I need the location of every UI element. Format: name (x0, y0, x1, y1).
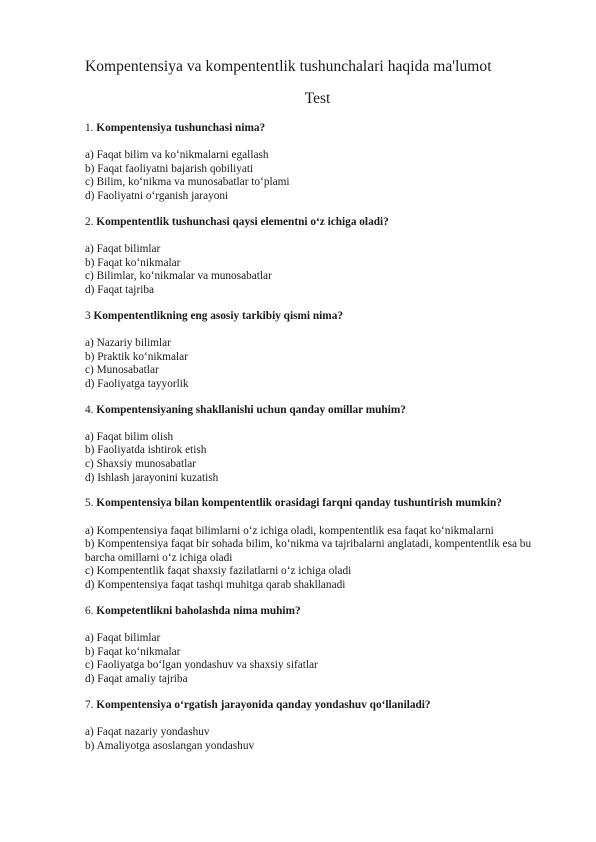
answer-option: c) Faoliyatga bo‘lgan yondashuv va shaxsiy sifatlar (85, 659, 318, 672)
answer-option: d) Faoliyatni o‘rganish jarayoni (85, 189, 229, 202)
answer-option: c) Munosabatlar (85, 364, 159, 377)
answer-option: a) Faqat bilimlar (85, 632, 161, 645)
question-text: Kompentensiya o‘rgatish jarayonida qanday yondashuv qo‘llaniladi? (96, 698, 431, 711)
question-heading (85, 605, 555, 619)
question-number: 3 (85, 309, 94, 322)
answer-option: b) Faoliyatda ishtirok etish (85, 444, 207, 457)
answer-option: d) Faoliyatga tayyorlik (85, 377, 189, 390)
question-heading (85, 404, 555, 418)
question-1 (85, 122, 555, 204)
question-heading (85, 216, 555, 230)
answer-option: d) Ishlash jarayonini kuzatish (85, 471, 219, 484)
answer-option: a) Faqat nazariy yondashuv (85, 725, 210, 738)
answer-option: a) Faqat bilimlar (85, 243, 161, 256)
question-3 (85, 310, 555, 392)
question-heading (85, 310, 555, 324)
question-text: Kompentensiya tushunchasi nima? (96, 122, 266, 134)
question-text: Kompententlikning eng asosiy tarkibiy qismi nima? (93, 309, 343, 322)
answer-option: d) Kompentensiya faqat tashqi muhitga qarab shakllanadi (85, 579, 346, 591)
question-text: Kompentensiyaning shakllanishi uchun qanday omillar muhim? (96, 403, 406, 416)
question-number: 7. (85, 698, 97, 711)
question-heading (85, 699, 555, 713)
answer-option: b) Praktik ko‘nikmalar (85, 350, 188, 363)
question-heading (85, 497, 555, 511)
question-text: Kompentensiya bilan kompententlik orasidagi farqni qanday tushuntirish mumkin? (96, 497, 502, 510)
document-subtitle: Test (304, 90, 331, 107)
answer-option: a) Faqat bilim olish (85, 430, 174, 443)
document-title: Kompentensiya va kompententlik tushunchalari haqida ma'lumot (85, 58, 492, 75)
answer-option: b) Kompentensiya faqat bir sohada bilim, ko‘nikma va tajribalarni anglatadi, kompententlik esa bu barcha omillarni o‘z ichiga oladi (85, 538, 532, 564)
answer-option: b) Faqat ko‘nikmalar (85, 645, 181, 658)
question-list (85, 122, 555, 765)
question-2 (85, 216, 555, 298)
question-6 (85, 605, 555, 687)
question-7 (85, 699, 555, 753)
answer-option: d) Faqat amaliy tajriba (85, 672, 188, 685)
question-heading (85, 122, 555, 136)
question-number: 6. (85, 604, 97, 617)
question-4 (85, 404, 555, 486)
answer-option: c) Kompententlik faqat shaxsiy fazilatlarni o‘z ichiga oladi (85, 565, 352, 578)
answer-option: b) Faqat faoliyatni bajarish qobiliyati (85, 162, 254, 175)
question-number: 2. (85, 215, 97, 228)
answer-option: c) Shaxsiy munosabatlar (85, 457, 197, 470)
answer-option: a) Kompentensiya faqat bilimlarni o‘z ichiga oladi, kompententlik esa faqat ko‘nikmalarni (85, 524, 494, 537)
answer-option: b) Amaliyotga asoslangan yondashuv (85, 739, 255, 752)
question-number: 1. (85, 122, 97, 134)
answer-option: c) Bilim, ko‘nikma va munosabatlar to‘plami (85, 176, 290, 189)
question-text: Kompetentlikni baholashda nima muhim? (96, 604, 301, 617)
question-number: 4. (85, 403, 97, 416)
question-text: Kompententlik tushunchasi qaysi elementni o‘z ichiga oladi? (96, 215, 389, 228)
answer-option: d) Faqat tajriba (85, 283, 155, 296)
question-number: 5. (85, 497, 97, 510)
answer-option: a) Nazariy bilimlar (85, 336, 171, 349)
answer-option: a) Faqat bilim va ko‘nikmalarni egallash (85, 149, 269, 162)
question-5 (85, 497, 555, 592)
answer-option: c) Bilimlar, ko‘nikmalar va munosabatlar (85, 270, 272, 283)
answer-option: b) Faqat ko‘nikmalar (85, 256, 181, 269)
